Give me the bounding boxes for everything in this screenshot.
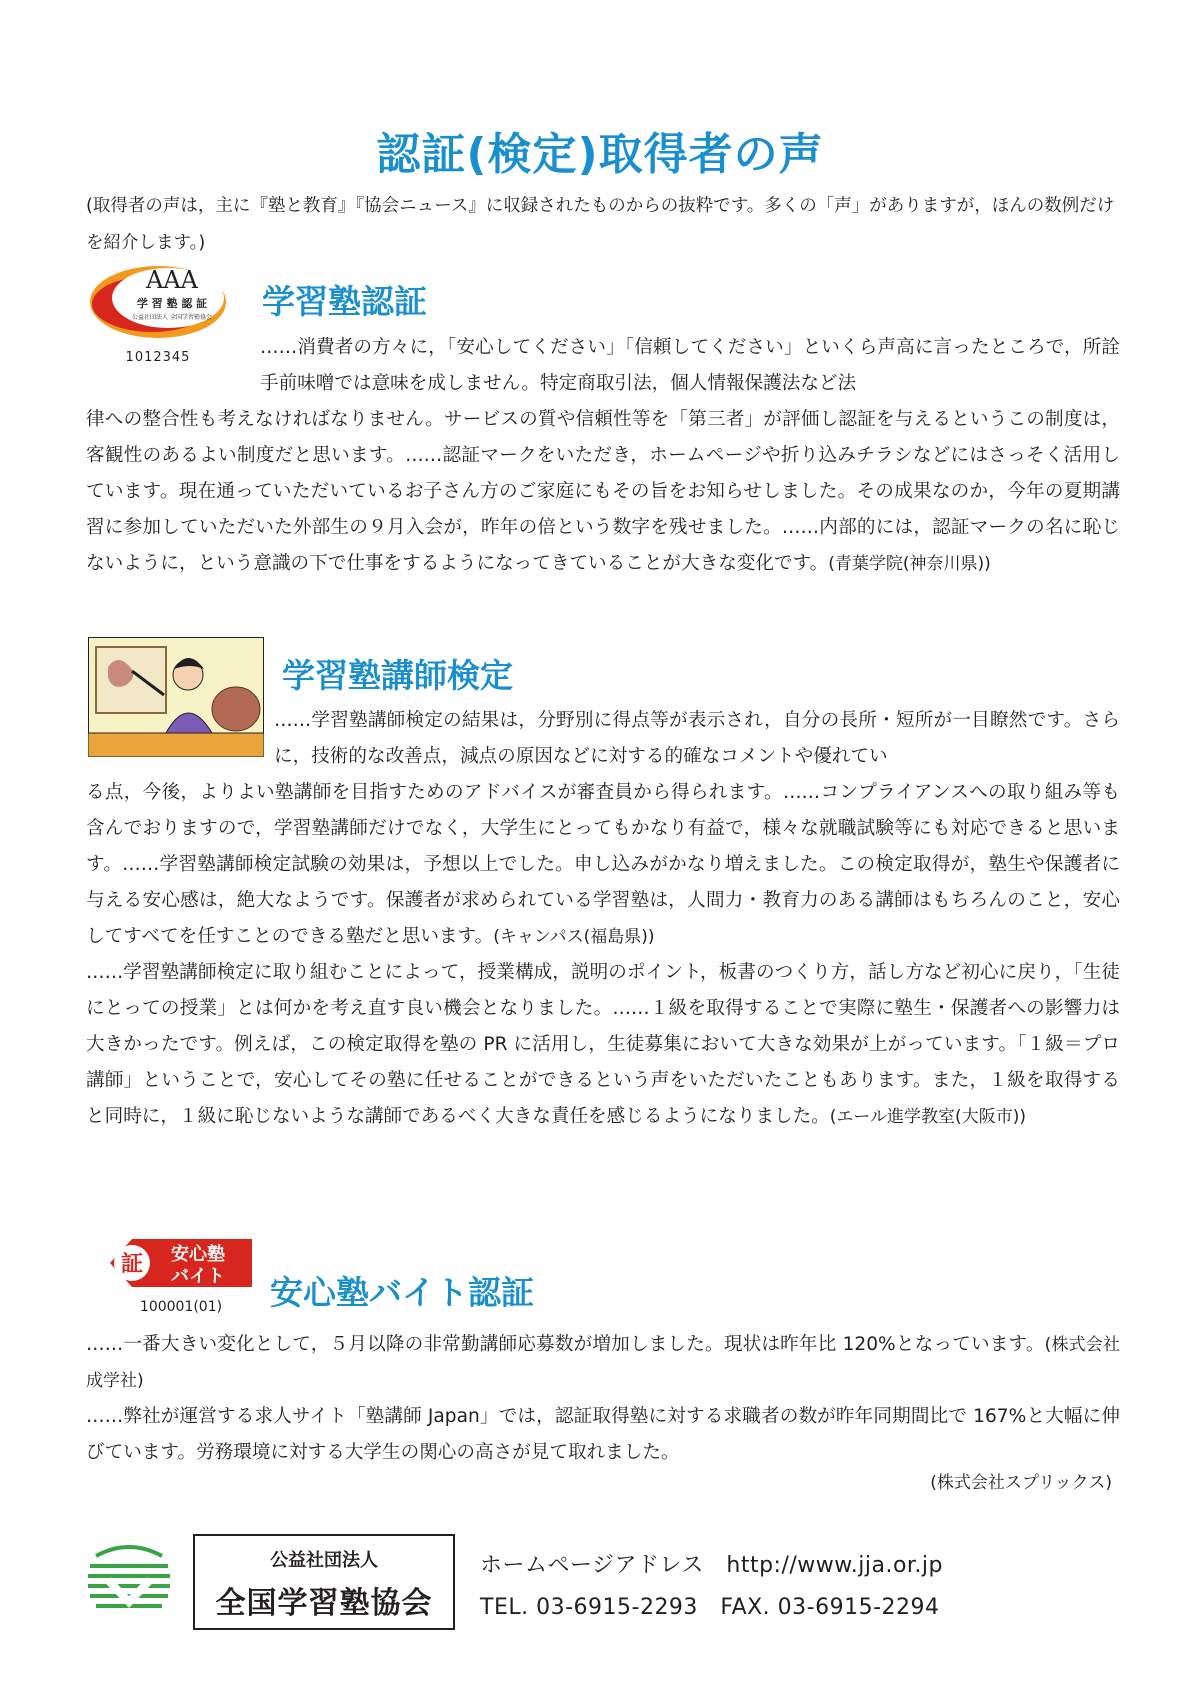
intro-note: (取得者の声は，主に『塾と教育』『協会ニュース』に収録されたものからの抜粋です。多くの「声」がありますが，ほんの数例だけを紹介します。) bbox=[86, 196, 1115, 253]
anshin-logo-badge: 証 bbox=[120, 1252, 144, 1277]
section-1-text-b: 律への整合性も考えなければなりません。サービスの質や信頼性等を「第三者」が評価し認証を与えるというこの制度は，客観性のあるよい制度だと思います。……認証マークをいただき，ホームページや折り込みチラシなどにはさっそく活用しています。現在通っていただいているお子さん方のご家庭にもその旨をお知らせしました。その成果なのか，今年の夏期講習に参加していただいた外部生の９月入会が，昨年の倍という数字を残せました。……内部的には，認証マークの名に恥じないように，という意識の下で仕事をするようになってきていることが大きな変化です。 bbox=[86, 409, 1120, 574]
section-3-text-b: ……弊社が運営する求人サイト「塾講師 Japan」では，認証取得塾に対する求職者の数が昨年同期間比で 167%と大幅に伸びています。労務環境に対する大学生の関心の高さが見て取れました。 bbox=[86, 1406, 1120, 1463]
section-heading-juku-certification: 学習塾認証 bbox=[262, 282, 427, 321]
homepage-address: ホームページアドレス http://www.jja.or.jp bbox=[480, 1553, 944, 1578]
section-1-body bbox=[86, 330, 1120, 582]
aaa-logo-number: 1012345 bbox=[125, 350, 191, 365]
anshin-logo-line2: バイト bbox=[171, 1266, 225, 1287]
anshin-logo-line1: 安心塾 bbox=[171, 1244, 225, 1265]
aaa-logo-org: 公益社団法人 全国学習塾協会 bbox=[132, 314, 212, 321]
organization-name: 全国学習塾協会 bbox=[215, 1586, 433, 1621]
section-2-text-c: ……学習塾講師検定に取り組むことによって，授業構成，説明のポイント，板書のつくり方，話し方など初心に戻り，「生徒にとっての授業」とは何かを考え直す良い機会となりました。……１級を取得することで実際に塾生・保護者への影響力は大きかったです。例えば，この検定取得を塾の PR に活用し，生徒募集において大きな効果が上がっています。「１級＝プロ講師」ということで，安心してその塾に任せることができるという声をいただいたこともあります。また，１級を取得すると同時に，１級に恥じないような講師であるべく大きな責任を感じるようになりました。 bbox=[86, 962, 1120, 1127]
section-2-source-b: (エール進学教室(大阪市)) bbox=[829, 1107, 1026, 1127]
section-3-source-a: (株式会社成学社) bbox=[86, 1335, 1120, 1391]
aaa-logo-text: AAA bbox=[146, 266, 198, 294]
section-3-body bbox=[86, 1327, 1120, 1471]
anshin-logo-emblem bbox=[106, 1235, 256, 1291]
section-2-text-b: る点，今後，よりよい塾講師を目指すためのアドバイスが審査員から得られます。……コンプライアンスへの取り組み等も含んでおりますので，学習塾講師だけでなく，大学生にとってもかなり有益で，様々な就職試験等にも対応できると思います。……学習塾講師検定試験の効果は，予想以上でした。申し込みがかなり増えました。この検定取得が，塾生や保護者に与える安心感は，絶大なようです。保護者が求められている学習塾は，人間力・教育力のある講師はもちろんのこと，安心してすべてを任すことのできる塾だと思います。 bbox=[86, 782, 1120, 947]
anshin-baito-logo bbox=[106, 1235, 256, 1315]
section-3-text-a: ……一番大きい変化として，５月以降の非常勤講師応募数が増加しました。現状は昨年比 120%となっています。 bbox=[86, 1334, 1045, 1355]
page-title: 認証(検定)取得者の声 bbox=[376, 129, 824, 180]
section-2-body bbox=[86, 703, 1120, 1135]
section-3-source-b: (株式会社スプリックス) bbox=[930, 1473, 1112, 1493]
association-emblem-icon bbox=[86, 1544, 172, 1624]
organization-name-box bbox=[193, 1534, 455, 1630]
section-heading-instructor-exam: 学習塾講師検定 bbox=[282, 656, 513, 695]
section-1-source: (青葉学院(神奈川県)) bbox=[828, 554, 991, 574]
organization-type: 公益社団法人 bbox=[270, 1550, 378, 1571]
section-heading-anshin-baito: 安心塾バイト認証 bbox=[270, 1273, 534, 1312]
section-1-text-a: ……消費者の方々に，「安心してください」「信頼してください」といくら声高に言ったところで，所詮手前味噌では意味を成しません。特定商取引法，個人情報保護法など法 bbox=[260, 337, 1120, 394]
section-2-source-a: (キャンパス(福島県)) bbox=[493, 927, 655, 947]
aaa-logo-subtext: 学 習 塾 認 証 bbox=[136, 297, 208, 310]
contact-numbers: TEL. 03-6915-2293 FAX. 03-6915-2294 bbox=[480, 1595, 940, 1620]
association-logo bbox=[86, 1544, 172, 1624]
anshin-logo-number: 100001(01) bbox=[139, 1299, 223, 1315]
section-2-text-a: ……学習塾講師検定の結果は，分野別に得点等が表示され，自分の長所・短所が一目瞭然です。さらに，技術的な改善点，減点の原因などに対する的確なコメントや優れてい bbox=[274, 710, 1120, 767]
